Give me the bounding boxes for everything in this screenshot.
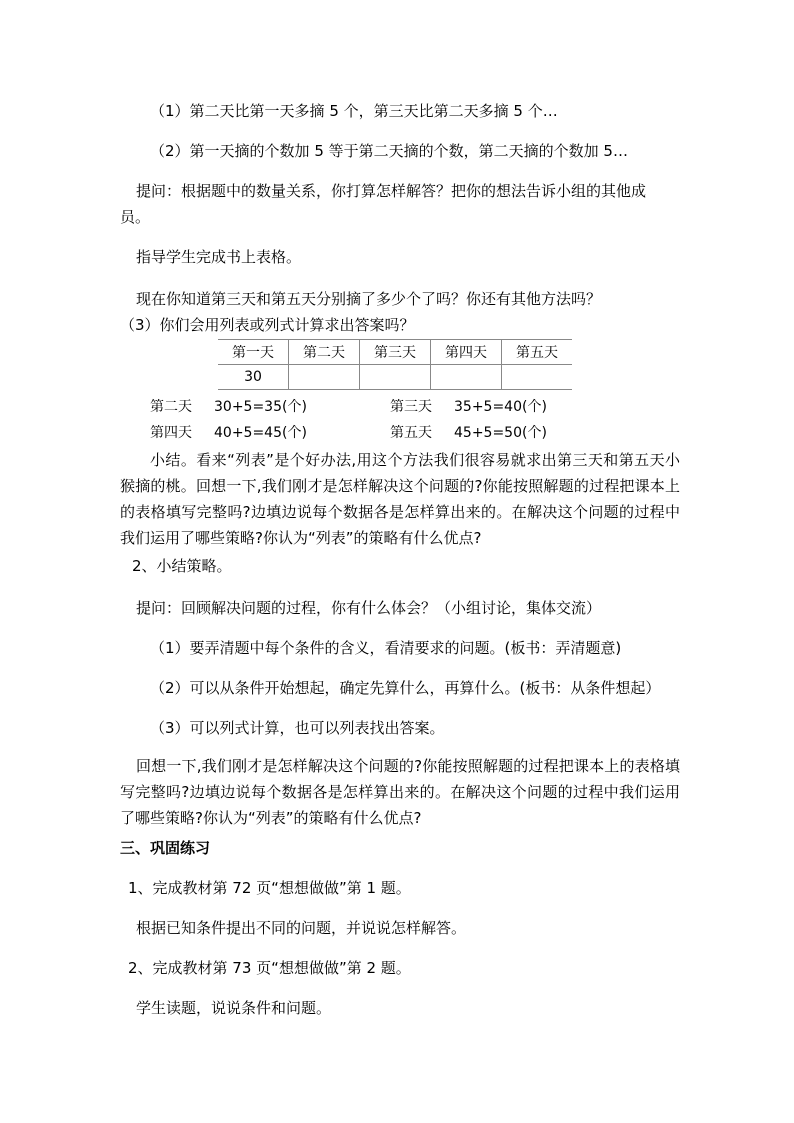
text-line-2: （2）第一天摘的个数加 5 等于第二天摘的个数，第二天摘的个数加 5…: [150, 142, 628, 160]
calc-day3-expr: 35+5=40(个): [454, 399, 547, 415]
table-row: [218, 365, 572, 390]
exercise-2: 2、完成教材第 73 页“想想做做”第 2 题。: [128, 959, 411, 977]
text-line-1: （1）第二天比第一天多摘 5 个，第三天比第二天多摘 5 个…: [150, 102, 558, 120]
calc-day5-expr: 45+5=50(个): [454, 425, 547, 441]
calc-day5-label: 第五天: [390, 425, 432, 441]
exercise-1-sub: 根据已知条件提出不同的问题，并说说怎样解答。: [136, 919, 467, 937]
calc-day2-expr: 30+5=35(个): [214, 399, 307, 415]
question-1-line-a: 提问：根据题中的数量关系，你打算怎样解答？把你的想法告诉小组的其他成: [136, 182, 647, 200]
table-header-cell: 第二天: [289, 340, 360, 365]
table-header-cell: 第三天: [360, 340, 431, 365]
calc-day3-label: 第三天: [390, 399, 432, 415]
insight-2: （2）可以从条件开始想起，确定先算什么，再算什么。(板书：从条件想起）: [150, 679, 661, 697]
table-header-cell: 第五天: [502, 340, 573, 365]
question-1-line-b: 员。: [120, 208, 151, 226]
guide-text: 指导学生完成书上表格。: [136, 248, 302, 266]
table-header-cell: 第一天: [218, 340, 289, 365]
summary-paragraph: 小结。看来“列表”是个好办法,用这个方法我们很容易就求出第三天和第五天小猴摘的桃。回想一下,我们刚才是怎样解决这个问题的?你能按照解题的过程把课本上的表格填写完整吗?边填边说每个数据各是怎样算出来的。在解决这个问题的过程中我们运用了哪些策略?你认为“列表”的策略有什么优点?: [120, 451, 680, 547]
calc-day2-label: 第二天: [150, 399, 192, 415]
text-line-3: （3）你们会用列表或列式计算求出答案吗？: [120, 316, 415, 334]
table-cell: [431, 365, 502, 390]
insight-1: （1）要弄清题中每个条件的含义，看清要求的问题。(板书：弄清题意): [150, 639, 622, 657]
section-3-title: 三、巩固练习: [120, 839, 211, 857]
question-2: 提问：回顾解决问题的过程，你有什么体会？（小组讨论，集体交流）: [136, 599, 602, 617]
table-cell: [289, 365, 360, 390]
table-header-row: [218, 340, 572, 365]
calc-day4-expr: 40+5=45(个): [214, 425, 307, 441]
table-cell: [360, 365, 431, 390]
review-paragraph: 回想一下,我们刚才是怎样解决这个问题的?你能按照解题的过程把课本上的表格填写完整吗?边填边说每个数据各是怎样算出来的。在解决这个问题的过程中我们运用了哪些策略?你认为“列表”的策略有什么优点?: [120, 757, 680, 827]
table-cell: [502, 365, 573, 390]
exercise-1: 1、完成教材第 72 页“想想做做”第 1 题。: [128, 879, 411, 897]
now-question: 现在你知道第三天和第五天分别摘了多少个了吗？你还有其他方法吗？: [136, 290, 602, 308]
day-table: [218, 339, 572, 390]
insight-3: （3）可以列式计算，也可以列表找出答案。: [150, 719, 445, 737]
calc-day4-label: 第四天: [150, 425, 192, 441]
table-header-cell: 第四天: [431, 340, 502, 365]
exercise-2-sub: 学生读题，说说条件和问题。: [136, 999, 332, 1017]
summary-strategy-heading: 2、小结策略。: [132, 557, 232, 575]
table-cell: 30: [218, 365, 289, 390]
